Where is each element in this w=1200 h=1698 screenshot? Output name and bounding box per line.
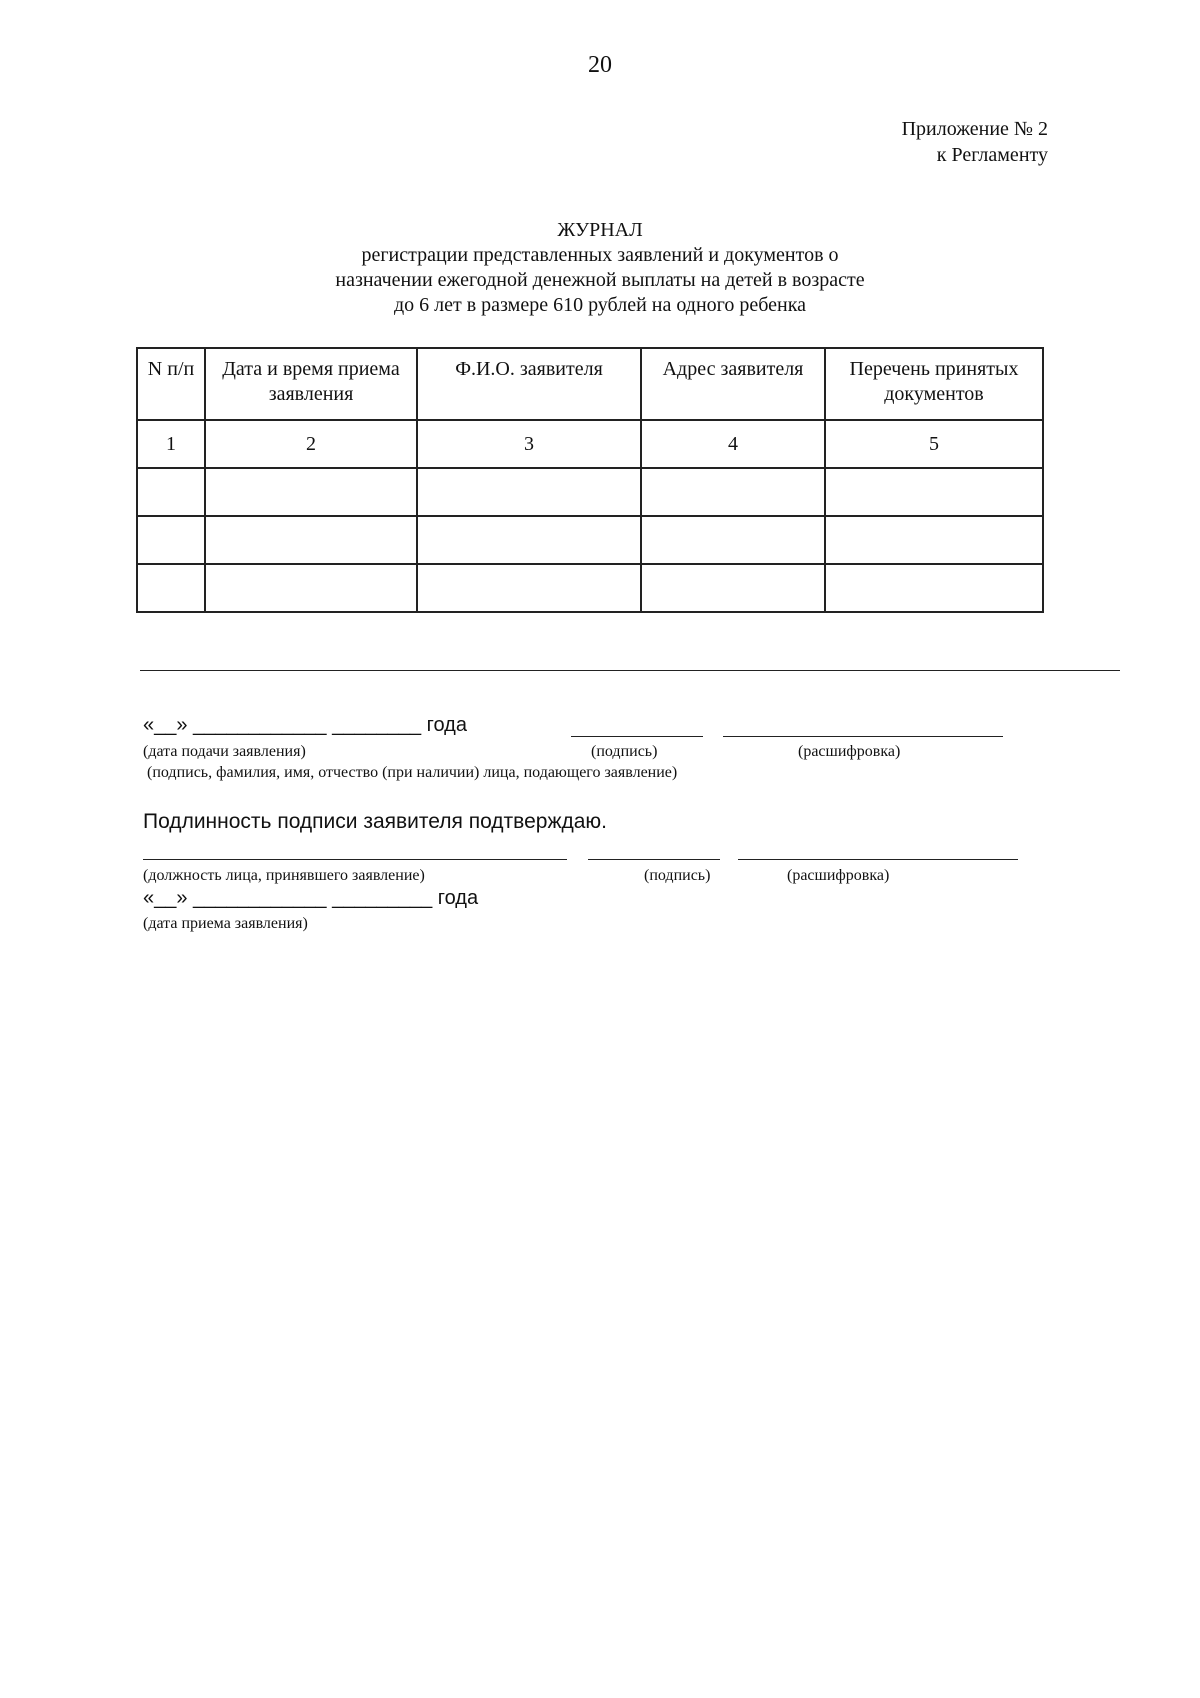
journal-table: [136, 347, 1044, 613]
position-underline[interactable]: [143, 859, 567, 860]
appendix-note: [902, 116, 1048, 168]
table-cell[interactable]: [417, 468, 641, 516]
table-row: [137, 516, 1043, 564]
table-cell[interactable]: [417, 516, 641, 564]
column-number-cell: 2: [205, 420, 417, 468]
column-number-cell: 3: [417, 420, 641, 468]
caption-position: (должность лица, принявшего заявление): [143, 867, 425, 884]
table-row: [137, 468, 1043, 516]
table-cell[interactable]: [641, 564, 825, 612]
caption-submission-date: (дата подачи заявления): [143, 743, 306, 760]
title-line-4: до 6 лет в размере 610 рублей на одного ребенка: [393, 294, 807, 316]
signature-underline[interactable]: [571, 736, 703, 737]
table-cell[interactable]: [825, 564, 1043, 612]
table-cell[interactable]: [205, 564, 417, 612]
separator-line: [140, 670, 1120, 671]
title-line-2: регистрации представленных заявлений и документов о: [361, 244, 839, 266]
signature-underline[interactable]: [588, 859, 720, 860]
table-cell[interactable]: [137, 564, 205, 612]
table-row: [137, 564, 1043, 612]
table-cell[interactable]: [825, 516, 1043, 564]
header-cell: N п/п: [137, 348, 205, 420]
column-number-cell: 4: [641, 420, 825, 468]
caption-decoding: (расшифровка): [787, 867, 890, 884]
table-cell[interactable]: [137, 516, 205, 564]
decoding-underline[interactable]: [723, 736, 1003, 737]
caption-signature: (подпись): [644, 867, 711, 884]
table-cell[interactable]: [641, 516, 825, 564]
appendix-line-2: к Регламенту: [936, 144, 1048, 166]
table-cell[interactable]: [825, 468, 1043, 516]
submission-date-line[interactable]: «__» ____________ ________ года: [143, 714, 467, 736]
table-cell[interactable]: [137, 468, 205, 516]
confirmation-text: Подлинность подписи заявителя подтверждаю.: [143, 810, 608, 833]
title-line-1: ЖУРНАЛ: [557, 219, 643, 241]
appendix-line-1: Приложение № 2: [901, 118, 1048, 140]
header-cell: Перечень принятых документов: [825, 348, 1043, 420]
header-cell: Ф.И.О. заявителя: [417, 348, 641, 420]
column-number-row: [137, 420, 1043, 468]
decoding-underline[interactable]: [738, 859, 1018, 860]
column-number-cell: 5: [825, 420, 1043, 468]
caption-signature: (подпись): [591, 743, 658, 760]
table-header-row: [137, 348, 1043, 420]
table-cell[interactable]: [205, 468, 417, 516]
acceptance-date-line[interactable]: «__» ____________ _________ года: [143, 887, 479, 909]
header-cell: Дата и время приема заявления: [205, 348, 417, 420]
caption-decoding: (расшифровка): [798, 743, 901, 760]
page-number: 20: [588, 52, 612, 78]
caption-applicant-person: (подпись, фамилия, имя, отчество (при наличии) лица, подающего заявление): [147, 764, 678, 781]
caption-acceptance-date: (дата приема заявления): [143, 915, 308, 932]
document-title: [0, 218, 1200, 318]
table-cell[interactable]: [417, 564, 641, 612]
column-number-cell: 1: [137, 420, 205, 468]
header-cell: Адрес заявителя: [641, 348, 825, 420]
table-cell[interactable]: [641, 468, 825, 516]
title-line-3: назначении ежегодной денежной выплаты на детей в возрасте: [335, 269, 865, 291]
table-cell[interactable]: [205, 516, 417, 564]
